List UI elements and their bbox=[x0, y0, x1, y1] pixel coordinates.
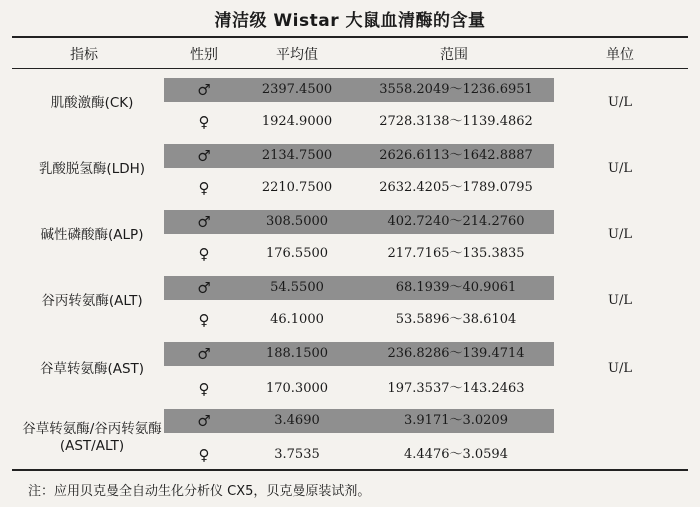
mean-value: 2210.7500 bbox=[261, 180, 333, 195]
female-symbol: ♀ bbox=[198, 245, 210, 263]
male-symbol: ♂ bbox=[197, 412, 211, 430]
range-value: 53.5896～38.6104 bbox=[395, 312, 517, 327]
table-title: 清洁级 Wistar 大鼠血清酶的含量 bbox=[214, 11, 486, 31]
mean-value: 2134.7500 bbox=[261, 148, 333, 163]
range-value: 68.1939～40.9061 bbox=[395, 280, 517, 295]
mean-value: 170.3000 bbox=[265, 381, 329, 396]
range-value: 2632.4205～1789.0795 bbox=[379, 180, 533, 195]
indicator-ck: 肌酸激酶(CK) bbox=[50, 95, 134, 111]
indicator-alt: 谷丙转氨酶(ALT) bbox=[41, 293, 143, 309]
header-indicator: 指标 bbox=[70, 47, 98, 63]
header-rule bbox=[12, 68, 688, 69]
male-symbol: ♂ bbox=[197, 147, 211, 165]
male-symbol: ♂ bbox=[197, 213, 211, 231]
male-symbol: ♂ bbox=[197, 81, 211, 99]
top-rule bbox=[12, 36, 688, 38]
mean-value: 308.5000 bbox=[265, 214, 329, 229]
indicator-ldh: 乳酸脱氢酶(LDH) bbox=[38, 161, 146, 177]
unit-label: U/L bbox=[608, 95, 632, 110]
unit-label: U/L bbox=[608, 293, 632, 308]
range-value: 2626.6113～1642.8887 bbox=[379, 148, 533, 163]
table-footnote: 注：应用贝克曼全自动生化分析仪 CX5，贝克曼原装试剂。 bbox=[28, 484, 371, 499]
mean-value: 46.1000 bbox=[270, 312, 324, 327]
range-value: 217.7165～135.3835 bbox=[387, 246, 525, 261]
range-value: 197.3537～143.2463 bbox=[387, 381, 525, 396]
male-symbol: ♂ bbox=[197, 279, 211, 297]
mean-value: 54.5500 bbox=[270, 280, 324, 295]
header-range: 范围 bbox=[440, 47, 468, 63]
indicator-ast-alt-abbrev: (AST/ALT) bbox=[59, 438, 125, 454]
mean-value: 3.4690 bbox=[274, 413, 320, 428]
mean-value: 2397.4500 bbox=[261, 82, 333, 97]
range-value: 236.8286～139.4714 bbox=[387, 346, 525, 361]
unit-label: U/L bbox=[608, 227, 632, 242]
indicator-ast: 谷草转氨酶(AST) bbox=[39, 361, 145, 377]
indicator-alp: 碱性磷酸酶(ALP) bbox=[40, 227, 144, 243]
male-symbol: ♂ bbox=[197, 345, 211, 363]
mean-value: 176.5500 bbox=[265, 246, 329, 261]
female-symbol: ♀ bbox=[198, 311, 210, 329]
female-symbol: ♀ bbox=[198, 113, 210, 131]
header-unit: 单位 bbox=[606, 47, 634, 63]
bottom-rule bbox=[12, 469, 688, 471]
unit-label: U/L bbox=[608, 361, 632, 376]
female-symbol: ♀ bbox=[198, 179, 210, 197]
female-symbol: ♀ bbox=[198, 446, 210, 464]
mean-value: 3.7535 bbox=[274, 447, 320, 462]
female-symbol: ♀ bbox=[198, 380, 210, 398]
range-value: 2728.3138～1139.4862 bbox=[379, 114, 533, 129]
range-value: 4.4476～3.0594 bbox=[404, 447, 508, 462]
header-mean: 平均值 bbox=[276, 47, 318, 63]
range-value: 402.7240～214.2760 bbox=[387, 214, 525, 229]
range-value: 3.9171～3.0209 bbox=[404, 413, 508, 428]
range-value: 3558.2049～1236.6951 bbox=[379, 82, 533, 97]
indicator-ast-alt: 谷草转氨酶/谷丙转氨酶 bbox=[22, 421, 162, 437]
mean-value: 1924.9000 bbox=[261, 114, 333, 129]
mean-value: 188.1500 bbox=[265, 346, 329, 361]
header-sex: 性别 bbox=[190, 47, 218, 63]
unit-label: U/L bbox=[608, 161, 632, 176]
